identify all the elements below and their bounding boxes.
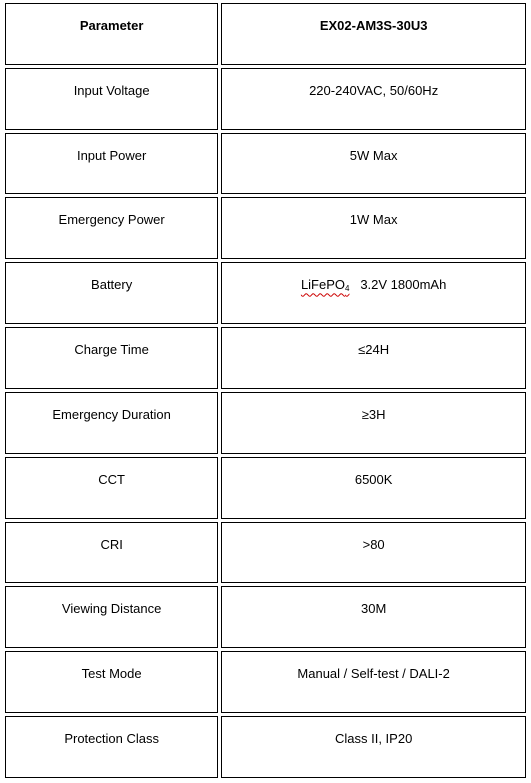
header-parameter-label: Parameter	[79, 18, 144, 33]
spec-table	[2, 0, 529, 781]
table-row	[5, 262, 526, 324]
header-model-cell	[221, 3, 526, 65]
value-label: >80	[362, 536, 385, 552]
value-cell	[221, 651, 526, 713]
value-cell	[221, 586, 526, 648]
table-row	[5, 392, 526, 454]
value-cell	[221, 133, 526, 195]
value-cell	[221, 522, 526, 584]
value-cell	[221, 68, 526, 130]
parameter-label: Test Mode	[81, 666, 142, 682]
parameter-cell	[5, 457, 218, 519]
value-cell	[221, 197, 526, 259]
battery-chemistry-text: LiFePO	[300, 277, 346, 293]
table-header-row	[5, 3, 526, 65]
value-cell	[221, 392, 526, 454]
parameter-cell	[5, 262, 218, 324]
parameter-cell	[5, 586, 218, 648]
parameter-label: Battery	[91, 277, 133, 293]
parameter-cell	[5, 197, 218, 259]
parameter-cell	[5, 327, 218, 389]
value-cell	[221, 262, 526, 324]
parameter-cell	[5, 392, 218, 454]
parameter-label: Emergency Power	[58, 212, 165, 228]
value-label: Class II, IP20	[334, 731, 413, 747]
table-row	[5, 68, 526, 130]
value-cell	[221, 327, 526, 389]
table-row	[5, 716, 526, 778]
parameter-label: CCT	[98, 471, 125, 487]
header-parameter-cell	[5, 3, 218, 65]
parameter-label: Viewing Distance	[61, 601, 162, 617]
value-label: 6500K	[354, 471, 393, 487]
battery-spec: 3.2V 1800mAh	[360, 277, 447, 293]
battery-chemistry	[301, 277, 350, 292]
value-label: 30M	[360, 601, 387, 617]
value-label: 1W Max	[349, 212, 398, 228]
value-label: ≥3H	[361, 406, 386, 422]
value-label: 5W Max	[349, 147, 398, 163]
parameter-label: CRI	[100, 536, 123, 552]
table-row	[5, 586, 526, 648]
value-label: ≤24H	[358, 342, 390, 358]
value-label: 220-240VAC, 50/60Hz	[309, 82, 439, 98]
table-row	[5, 522, 526, 584]
parameter-label: Input Power	[76, 147, 147, 163]
parameter-cell	[5, 651, 218, 713]
value-cell	[221, 716, 526, 778]
table-row	[5, 133, 526, 195]
value-label: Manual / Self-test / DALI-2	[297, 666, 450, 682]
parameter-cell	[5, 716, 218, 778]
parameter-label: Emergency Duration	[52, 406, 171, 422]
parameter-cell	[5, 133, 218, 195]
parameter-cell	[5, 68, 218, 130]
value-cell	[221, 457, 526, 519]
table-row	[5, 327, 526, 389]
parameter-label: Input Voltage	[73, 82, 150, 98]
parameter-label: Protection Class	[64, 731, 159, 747]
battery-value	[222, 263, 525, 296]
header-model-label: EX02-AM3S-30U3	[319, 18, 428, 33]
parameter-label: Charge Time	[74, 342, 149, 358]
table-row	[5, 651, 526, 713]
table-row	[5, 457, 526, 519]
parameter-cell	[5, 522, 218, 584]
battery-chemistry-subscript: 4	[345, 284, 350, 294]
table-row	[5, 197, 526, 259]
